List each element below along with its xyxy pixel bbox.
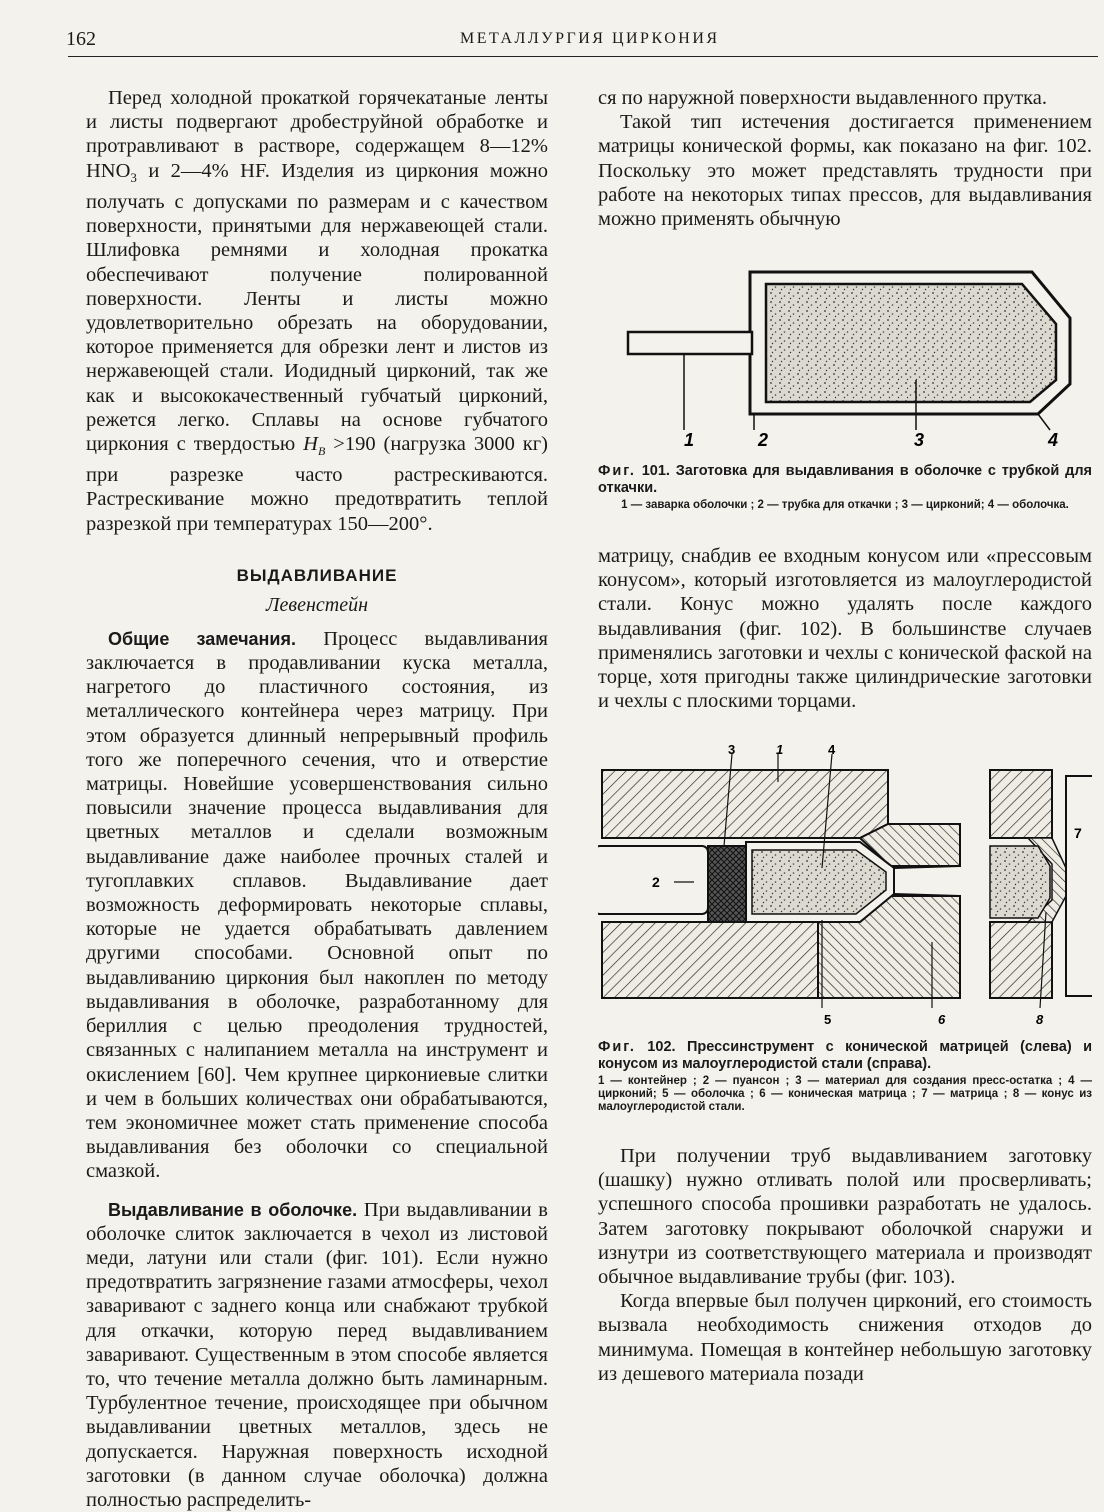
jacket-text: При выдавливании в оболочке слиток заключается в чехол из листовой меди, латуни или стали (фиг. 101). Если нужно предотвратить загрязнение газами атмосферы, чехол заваривают с заднего конца или снабжают трубкой для откачки, которую перед выдавливанием заваривают. Существенным в этом способе является то, что течение металла должно быть ламинарным. Турбулентное течение, происходящее при обычном выдавливании цветных металлов, здесь не допускается. Наружная поверхность исходной заготовки (в данном случае оболочка) должна полностью распределить- — [86, 1198, 548, 1511]
jacket-runin-heading: Выдавливание в оболочке. — [108, 1199, 358, 1220]
figure-101-legend: 1 — заварка оболочки ; 2 — трубка для откачки ; 3 — цирконий; 4 — оболочка. — [621, 499, 1069, 511]
paragraph-general — [86, 627, 548, 1184]
paragraph-rolling — [86, 86, 548, 536]
discard-pad — [708, 846, 746, 922]
section-author: Левенстейн — [265, 593, 369, 616]
billet-right — [990, 846, 1050, 918]
container-right-top — [990, 770, 1052, 838]
figure-102-prefix: Фиг. — [598, 1039, 636, 1055]
section-heading: ВЫДАВЛИВАНИЕ — [236, 565, 398, 585]
container-bottom — [602, 922, 818, 998]
fig102-label-1: 1 — [776, 742, 784, 757]
hno3-subscript: 3 — [130, 169, 137, 185]
figure-101 — [598, 264, 1092, 512]
fig102-label-3: 3 — [728, 742, 736, 757]
die-right — [1066, 776, 1092, 996]
fig102-label-7: 7 — [1074, 825, 1082, 841]
figure-102-legend: 1 — контейнер ; 2 — пуансон ; 3 — материал для создания пресс-остатка ; 4 — цирконий; 5 — оболочка ; 6 — коническая матрица ; 7 — матрица ; 8 — конус из малоуглеродистой стали. — [598, 1075, 1092, 1113]
paragraph-jacket — [86, 1198, 548, 1512]
running-title: МЕТАЛЛУРГИЯ ЦИРКОНИЯ — [460, 30, 720, 47]
figure-102-drawing — [598, 742, 1092, 1032]
fig102-label-5: 5 — [824, 1012, 832, 1027]
right-column-top — [598, 86, 1092, 231]
paragraph-tubes: При получении труб выдавливанием заготовку (шашку) нужно отливать полой или просверливать; успешного способа прошивки разработать не удалось. Затем заготовку покрывают оболочкой снаружи и изнутри из соответствующего материала и производят обычное выдавливание трубы (фиг. 103). — [598, 1145, 1092, 1289]
fig102-label-4: 4 — [828, 742, 836, 757]
right-column-middle — [598, 544, 1092, 713]
evacuation-tube — [628, 332, 752, 354]
header-rule — [68, 56, 1098, 57]
general-runin-heading: Общие замечания. — [108, 628, 296, 649]
page-header — [0, 0, 1104, 62]
figure-101-caption — [598, 463, 1092, 497]
paragraph-rolling-text-3: >190 (нагрузка 3000 кг) при разрезке часто растрескиваются. Растрескивание можно предотвратить теплой разрезкой при температурах 150—200°. — [86, 432, 548, 535]
left-column — [86, 86, 548, 1512]
hardness-subscript: B — [317, 444, 326, 459]
fig102-label-6: 6 — [938, 1012, 946, 1027]
figure-102-caption — [598, 1039, 1092, 1073]
paragraph-cone: Такой тип истечения достигается применением матрицы конической формы, как показано на фиг. 102. Поскольку это может представлять трудности при работе на некоторых типах прессов, для выдавливания можно применять обычную — [598, 111, 1092, 231]
page-number: 162 — [66, 28, 96, 50]
extruded-rod — [894, 866, 960, 896]
fig102-label-8: 8 — [1036, 1012, 1044, 1027]
paragraph-rolling-text-2: и 2—4% HF. Изделия из циркония можно получать с допусками по размерам и с качеством поверхности, принятыми для нержавеющей стали. Шлифовка ремнями и холодная прокатка обеспечивают получение полированной поверхности. Ленты и листы можно удовлетворительно обрезать на оборудовании, которое применяется для обрезки лент и листов из нержавеющей стали. Иодидный цирконий, так же как и высококачественный губчатый цирконий, режется легко. Сплавы на основе губчатого циркония с твердостью — [86, 159, 548, 455]
figure-101-prefix: Фиг. — [598, 463, 636, 479]
fig101-label-4: 4 — [1048, 430, 1059, 450]
figure-102 — [598, 742, 1092, 1114]
paragraph-rolling-text-1: Перед холодной прокаткой горячекатаные ленты и листы подвергают дробеструйной обработке и протравливают в растворе, содержащем 8—12% HNO — [86, 87, 548, 182]
fig101-label-3: 3 — [914, 430, 925, 450]
paragraph-die: матрицу, снабдив ее входным конусом или «прессовым конусом», который изготовляется из малоуглеродистой стали. Конус можно удалять после каждого выдавливания (фиг. 102). В большинстве случаев применялись заготовки и чехлы с конической фаской на торце, хотя пригодны также цилиндрические заготовки и чехлы с плоскими торцами. — [598, 545, 1092, 713]
figure-101-drawing — [598, 264, 1092, 454]
zirconium-billet — [766, 284, 1056, 402]
general-text: Процесс выдавливания заключается в продавливании куска металла, нагретого до пластичного состояния, из металлического контейнера через матрицу. При этом образуется длинный непрерывный профиль того же поперечного сечения, что и отверстие матрицы. Новейшие усовершенствования сильно повысили значение процесса выдавливания для цветных металлов и сделали возможным выдавливание даже наиболее прочных сталей и тугоплавких сплавов. Выдавливание дает возможность деформировать некоторые сплавы, которые не удается обрабатывать давлением другими способами. Основной опыт по выдавливанию циркония был накоплен по методу выдавливания в оболочке, разработанному для бериллия с целью преодоления трудностей, связанных с налипанием металла на инструмент и окислением [60]. Чем крупнее циркониевые слитки и чем в больших количествах они обрабатываются, тем экономичнее может стать применение способа выдавливания без оболочки со специальной смазкой. — [86, 627, 548, 1183]
figure-102-caption-text: 102. Прессинструмент с конической матрицей (слева) и конусом из малоуглеродистой стали (справа). — [598, 1039, 1092, 1072]
fig102-label-2: 2 — [652, 874, 660, 890]
billet-102 — [752, 850, 886, 914]
fig101-label-1: 1 — [684, 430, 695, 450]
right-column-bottom — [598, 1144, 1092, 1386]
hardness-symbol: H — [303, 432, 318, 455]
paragraph-continuation: ся по наружной поверхности выдавленного прутка. — [598, 87, 1047, 109]
paragraph-cost: Когда впервые был получен цирконий, его стоимость вызвала необходимость снижения отходов до минимума. Помещая в контейнер небольшую заготовку из дешевого материала позади — [598, 1290, 1092, 1385]
fig101-label-2: 2 — [758, 430, 769, 450]
figure-101-caption-text: 101. Заготовка для выдавливания в оболочке с трубкой для откачки. — [598, 463, 1092, 496]
paragraph-gap — [86, 1184, 548, 1198]
container-top — [602, 770, 888, 838]
